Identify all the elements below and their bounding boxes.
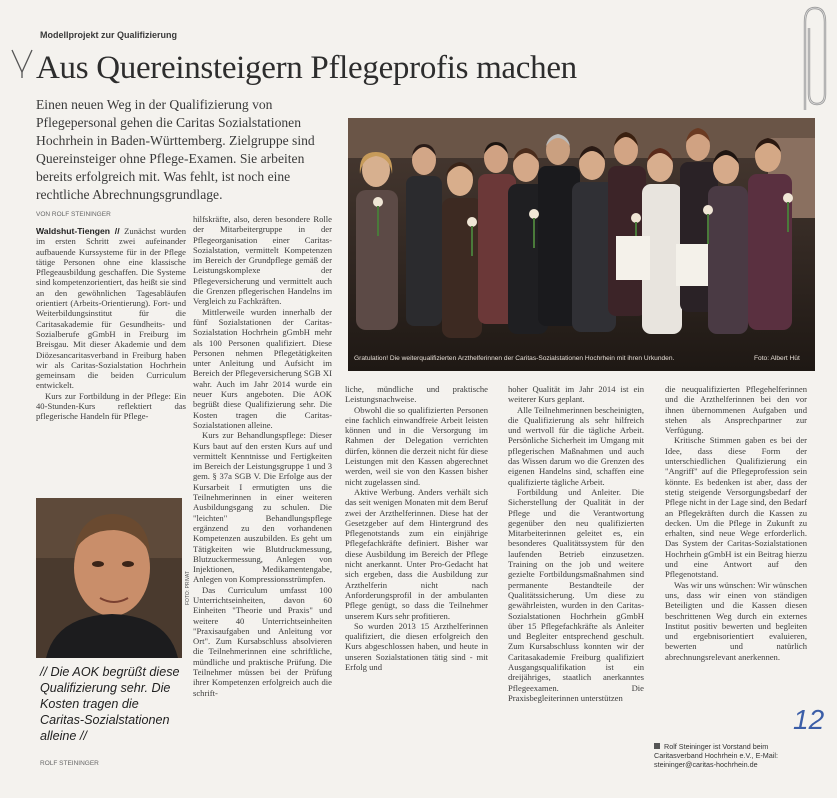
col1-dateline: Waldshut-Tiengen // [36,226,120,236]
paperclip-icon [787,2,833,114]
col2-paragraph-4: Das Curriculum umfasst 100 Unterrichtseinheiten, davon 60 Einheiten "Theorie und Praxis" und weitere 40 Unterrichtseinheiten "Praxisaufgaben und Anleitung vor Ort". Zum Kursabschluss absolvieren die Teilnehmerinnen eine schriftliche, mündliche und praktische Prüfung. Die Teilnehmer müssen bei der Prüfung ihrer Kompetenzen erfolgreich auch die schrift- [193,584,332,698]
group-photo [348,118,815,371]
col4-paragraph-1: hoher Qualität im Jahr 2014 ist ein weiterer Kurs geplant. [508,384,644,405]
quote-author: ROLF STEININGER [40,760,99,767]
column-2 [193,214,332,698]
decorative-v-icon [10,48,34,78]
photo-credit: Foto: Albert Hüt [754,355,800,362]
lead-paragraph: Einen neuen Weg in der Qualifizierung von Pflegepersonal gehen die Caritas Sozialstationen Hochrhein in Baden-Württemberg. Zielgruppe sind Quereinsteiger ohne Pflege-Examen. Sie arbeiten bereits erfolgreich mit. Was fehlt, ist noch eine rechtliche Abrechnungsgrundlage. [36,97,315,202]
col3-paragraph-2: Obwohl die so qualifizierten Personen eine fachlich einwandfreie Arbeit leisten können und in die Versorgung im Rahmen der Delegation verrichten dürfen, können die derzeit nicht für diese Leistungen mit den Kassen abgerechnet werden, weil sie von den Kassen bisher nicht zugelassen sind. [345,404,488,487]
col2-paragraph-2: Mittlerweile wurden innerhalb der fünf Sozialstationen der Caritas-Sozialstation Hochrhein gGmbH mehr als 100 Personen qualifiziert. Diese Personen nehmen Pflegetätigkeiten unter Anleitung und Aufsicht im Bereich der Pflegeversicherung SGB XI wahr. Auch im Jahr 2014 wurde ein neuer Kurs angeboten. Die AOK begrüßt diese Qualifizierung sehr. Die Kosten tragen die Caritas-Sozialstationen alleine. [193,306,332,430]
col3-paragraph-4: So wurden 2013 15 Arzthelferinnen qualifiziert, die diesen erfolgreich den Kurs abgeschlossen haben, und heute in unseren Sozialstationen tätig sind - mit Erfolg und [345,620,488,673]
col1-paragraph-2: Kurs zur Fortbildung in der Pflege: Ein 40-Stunden-Kurs reflektiert das pflegerische Handeln für Pflege- [36,390,186,422]
col4-paragraph-2: Alle Teilnehmerinnen bescheinigten, die Qualifizierung als sehr hilfreich und wertvoll für die tägliche Arbeit. Persönliche Sicherheit im Umgang mit pflegerischen Maßnahmen und auch das Wissen darum wo die Grenzen des eigenen Handelns sind, schaffen eine qualifizierte tägliche Arbeit. [508,404,644,487]
kicker: Modellprojekt zur Qualifizierung [40,30,178,40]
author-portrait [36,498,182,658]
column-4 [508,384,644,703]
col2-paragraph-3: Kurs zur Behandlungspflege: Dieser Kurs baut auf den ersten Kurs auf und vermittelt Kenntnisse und Fertigkeiten im Bereich der Leistungsgruppe 1 und 3 gem. § 37a SGB V. Die Erfolge aus der Kursarbeit I ermutigten uns die Teilnehmerinnen in einer weiteren Ausbildungsgang zu schulen. Die "leichten" Behandlungspflege ergänzend zu den vorhandenen Kompetenzen auszubilden. Es geht um Tätigkeiten wie Blutdruckmessung, Blutzuckermessung, Anlegen von Injektionen, Medikamentengabe, Anlegen von Kompressionsstrümpfen. [193,430,332,585]
column-3 [345,384,488,672]
pull-quote: // Die AOK begrüßt diese Qualifizierung sehr. Die Kosten tragen die Caritas-Sozialstationen alleine // [40,665,180,743]
col5-paragraph-3: Was wir uns wünschen: Wir wünschen uns, dass wir einen von ständigen Beteiligten und die Kassen diesen beschrittenen Weg durch ein externes Institut positiv bewerten und begleiten und ergebnisorientiert evaluieren, bewerten und natürlich abrechnungsrelevant anerkennen. [665,579,807,662]
headline: Aus Quereinsteigern Pflegeprofis machen [36,50,577,86]
col3-paragraph-1: liche, mündliche und praktische Leistungsnachweise. [345,384,488,405]
col5-paragraph-1: die neuqualifizierten Pflegehelferinnen und die Arzthelferinnen bei den vor ihnen übernommenen Aufgaben und stehen als Ansprechpartner zur Verfügung. [665,384,807,436]
bullet-square-icon [654,743,660,749]
photo-caption: Gratulation! Die weiterqualifizierten Arzthelferinnen der Caritas-Sozialstationen Hochrhein mit ihren Urkunden. [354,355,675,362]
column-1 [36,226,186,422]
col4-paragraph-3: Fortbildung und Anleiter. Die Sicherstellung der Qualität in der Pflege und die Verantwortung gegenüber den neu qualifizierten Mitarbeiterinnen geleitet es, ein besonderes Qualitätssystem für den laufenden Betrieb einzusetzen. Training on the job und weitere gezielte Fortbildungsmaßnahmen sind permanente Bestandteile der Qualitätssicherung. Um diese zu gewährleisten, wurden in den Caritas-Sozialstationen Hochrhein gGmbH über 15 Pflegefachkräfte als Anleiter und Begleiter entsprechend geschult. Zum Kursabschluss konnten wir der Caritasakademie Freiburg qualifiziert Ausgangsqualifikation ist ein dreijähriges, staatlich anerkanntes Pflegeexamen. Die Praxisbegleiterinnen unterstützen [508,486,644,703]
page-number: 12 [793,704,825,735]
author-note-text: Rolf Steininger ist Vorstand beim Caritasverband Hochrhein e.V., E-Mail: steininger@caritas-hochrhein.de [654,742,778,769]
col1-paragraph-1: Waldshut-Tiengen // Zunächst wurden im ersten Schritt zwei aufeinander aufbauende Kurssysteme für in der Pflege tätige Personen ohne eine klassische Pflegeausbildung geschaffen. Die Systeme sind kompetenzorientiert, das heißt sie sind an den gewöhnlichen Tagesabläufen orientiert (Arbeits-Orientierung). Fort- und Weiterbildungsinstitut für die Caritasakademie für Gesundheits- und Sozialberufe gGmbH in Freiburg im Breisgau. Mit dieser Akademie und dem Diözesancaritasverband in Freiburg haben wir als Caritas-Sozialstation Hochrhein gemeinsam die beiden Curriculum entwickelt. [36,226,186,391]
col5-paragraph-2: Kritische Stimmen gaben es bei der Idee, dass diese Form der unterschiedlichen Qualifizierung ein "Angriff" auf die Pflegeprofession sein könnte. Es bedenken ist aber, dass der stetig steigende Versorgungsbedarf der Pflege nicht in der Lage sind, den Bedarf an Pflegekräften durch die Kassen zu decken. Um die Pflege in Zukunft zu erhalten, sind neue Wege erforderlich. Das System der Caritas-Sozialstationen Hochrhein gGmbH ist ein Beitrag hierzu und eine Antwort auf den Pflegenotstand. [665,435,807,580]
byline: VON ROLF STEININGER [36,211,111,218]
portrait-credit: FOTO: PRIVAT [185,571,191,605]
author-note [654,742,804,769]
col3-paragraph-3: Aktive Werbung. Anders verhält sich das seit wenigen Monaten mit dem Beruf zwei der Arzthelferinnen. Diese hat der Gesetzgeber auf dem Hintergrund des Pflegenotstands zum ein einjährige Pflegefachkräfte definiert. Bisher war diese Ausbildung im Bereich der Pflege nicht anerkannt. Unter Pro-Gedacht hat sich ergeben, dass die Ausbildung zur Arzthelferin nicht nach Anforderungsprofil in der ambulanten Pflege genügt, so dass die Teilnehmer unserem Kurs sehr profitieren. [345,486,488,621]
col2-paragraph-1: hilfskräfte, also, deren besondere Rolle der Mitarbeitergruppe in der Pflegeorganisation einer Caritas-Sozialstation, vermittelt Kompetenzen im Bereich der Grundpflege gemäß der Leistungskomplexe der Pflegeversicherung und vermittelt auch die Grenzen pflegerischen Handelns im Vergleich zu Fachkräften. [193,214,332,307]
column-5 [665,384,807,662]
